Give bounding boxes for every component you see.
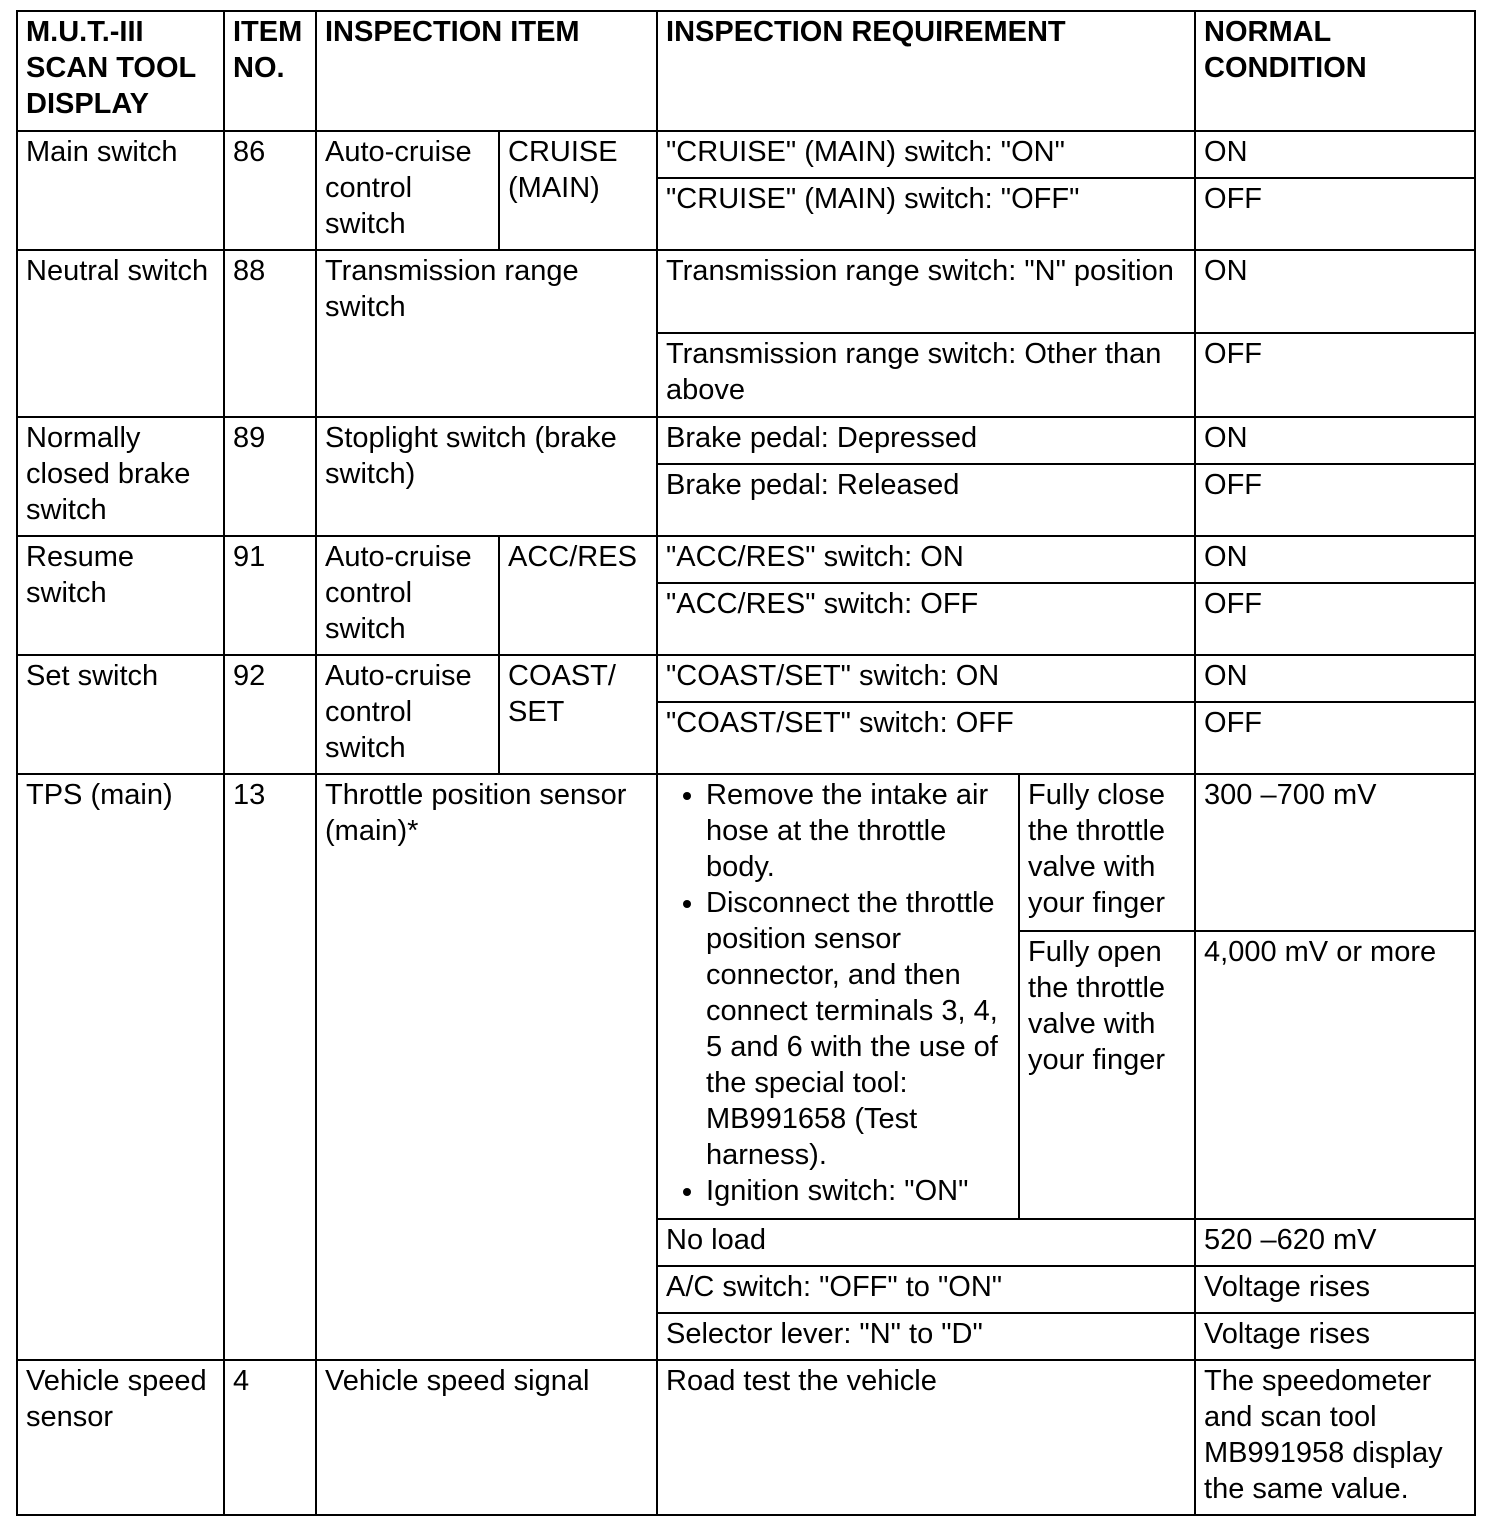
display-cell: Main switch — [17, 131, 224, 250]
item-cell: Vehicle speed signal — [316, 1360, 657, 1515]
table-row — [17, 1360, 1475, 1515]
display-cell: Vehicle speed sensor — [17, 1360, 224, 1515]
requirement-cell: Brake pedal: Depressed — [657, 417, 1195, 464]
condition-cell: 520 –620 mV — [1195, 1219, 1475, 1266]
procedure-step: • Remove the intake air hose at the throttle body. — [706, 777, 1010, 885]
item-no-cell: 88 — [224, 250, 316, 417]
condition-cell: ON — [1195, 131, 1475, 178]
item-cell: Stoplight switch (brake switch) — [316, 417, 657, 536]
display-cell: Neutral switch — [17, 250, 224, 417]
requirement-cell: "CRUISE" (MAIN) switch: "OFF" — [657, 178, 1195, 250]
requirement-cell: "ACC/RES" switch: OFF — [657, 583, 1195, 655]
procedure-step: • Ignition switch: "ON" — [706, 1173, 1010, 1209]
condition-cell: OFF — [1195, 583, 1475, 655]
header-item-no: ITEM NO. — [224, 11, 316, 131]
item-no-cell: 91 — [224, 536, 316, 655]
table-row — [17, 131, 1475, 178]
header-inspection-item: INSPECTION ITEM — [316, 11, 657, 131]
requirement-cell: Selector lever: "N" to "D" — [657, 1313, 1195, 1360]
display-cell: Resume switch — [17, 536, 224, 655]
header-row — [17, 11, 1475, 131]
table-row — [17, 655, 1475, 702]
requirement-cell: Brake pedal: Released — [657, 464, 1195, 536]
requirement-cell: Fully open the throttle valve with your finger — [1019, 931, 1195, 1219]
condition-cell: ON — [1195, 655, 1475, 702]
header-normal-condition: NORMAL CONDITION — [1195, 11, 1475, 131]
procedure-step: • Disconnect the throttle position sensor connector, and then connect terminals 3, 4, 5 and 6 with the use of the special tool: MB991658 (Test harness). — [706, 885, 1010, 1173]
condition-cell: OFF — [1195, 702, 1475, 774]
tps-procedure-cell — [657, 774, 1019, 1218]
item-cell: Auto-cruise control switch — [316, 536, 499, 655]
header-inspection-requirement: INSPECTION REQUIREMENT — [657, 11, 1195, 131]
display-cell: TPS (main) — [17, 774, 224, 1359]
item-no-cell: 4 — [224, 1360, 316, 1515]
item-cell: Auto-cruise control switch — [316, 131, 499, 250]
condition-cell: 300 –700 mV — [1195, 774, 1475, 930]
item-no-cell: 13 — [224, 774, 316, 1359]
header-display: M.U.T.-III SCAN TOOL DISPLAY — [17, 11, 224, 131]
condition-cell: ON — [1195, 250, 1475, 333]
condition-cell: OFF — [1195, 333, 1475, 417]
item-no-cell: 92 — [224, 655, 316, 774]
display-cell: Set switch — [17, 655, 224, 774]
requirement-cell: Transmission range switch: "N" position — [657, 250, 1195, 333]
table-row — [17, 250, 1475, 333]
requirement-cell: No load — [657, 1219, 1195, 1266]
condition-cell: 4,000 mV or more — [1195, 931, 1475, 1219]
sub-item-cell: ACC/RES — [499, 536, 657, 655]
sub-item-cell: CRUISE (MAIN) — [499, 131, 657, 250]
item-cell: Throttle position sensor (main)* — [316, 774, 657, 1359]
inspection-table — [16, 10, 1476, 1516]
procedure-list — [666, 777, 1010, 1209]
requirement-cell: A/C switch: "OFF" to "ON" — [657, 1266, 1195, 1313]
item-cell: Auto-cruise control switch — [316, 655, 499, 774]
item-no-cell: 86 — [224, 131, 316, 250]
table-row — [17, 774, 1475, 930]
table-row — [17, 536, 1475, 583]
condition-cell: Voltage rises — [1195, 1266, 1475, 1313]
requirement-cell: Transmission range switch: Other than above — [657, 333, 1195, 417]
condition-cell: OFF — [1195, 464, 1475, 536]
item-no-cell: 89 — [224, 417, 316, 536]
requirement-cell: Road test the vehicle — [657, 1360, 1195, 1515]
requirement-cell: "COAST/SET" switch: ON — [657, 655, 1195, 702]
requirement-cell: "ACC/RES" switch: ON — [657, 536, 1195, 583]
item-cell: Transmission range switch — [316, 250, 657, 417]
sub-item-cell: COAST/ SET — [499, 655, 657, 774]
condition-cell: Voltage rises — [1195, 1313, 1475, 1360]
requirement-cell: "COAST/SET" switch: OFF — [657, 702, 1195, 774]
condition-cell: ON — [1195, 417, 1475, 464]
condition-cell: OFF — [1195, 178, 1475, 250]
condition-cell: The speedometer and scan tool MB991958 display the same value. — [1195, 1360, 1475, 1515]
requirement-cell: Fully close the throttle valve with your finger — [1019, 774, 1195, 930]
condition-cell: ON — [1195, 536, 1475, 583]
table-row — [17, 417, 1475, 464]
requirement-cell: "CRUISE" (MAIN) switch: "ON" — [657, 131, 1195, 178]
display-cell: Normally closed brake switch — [17, 417, 224, 536]
